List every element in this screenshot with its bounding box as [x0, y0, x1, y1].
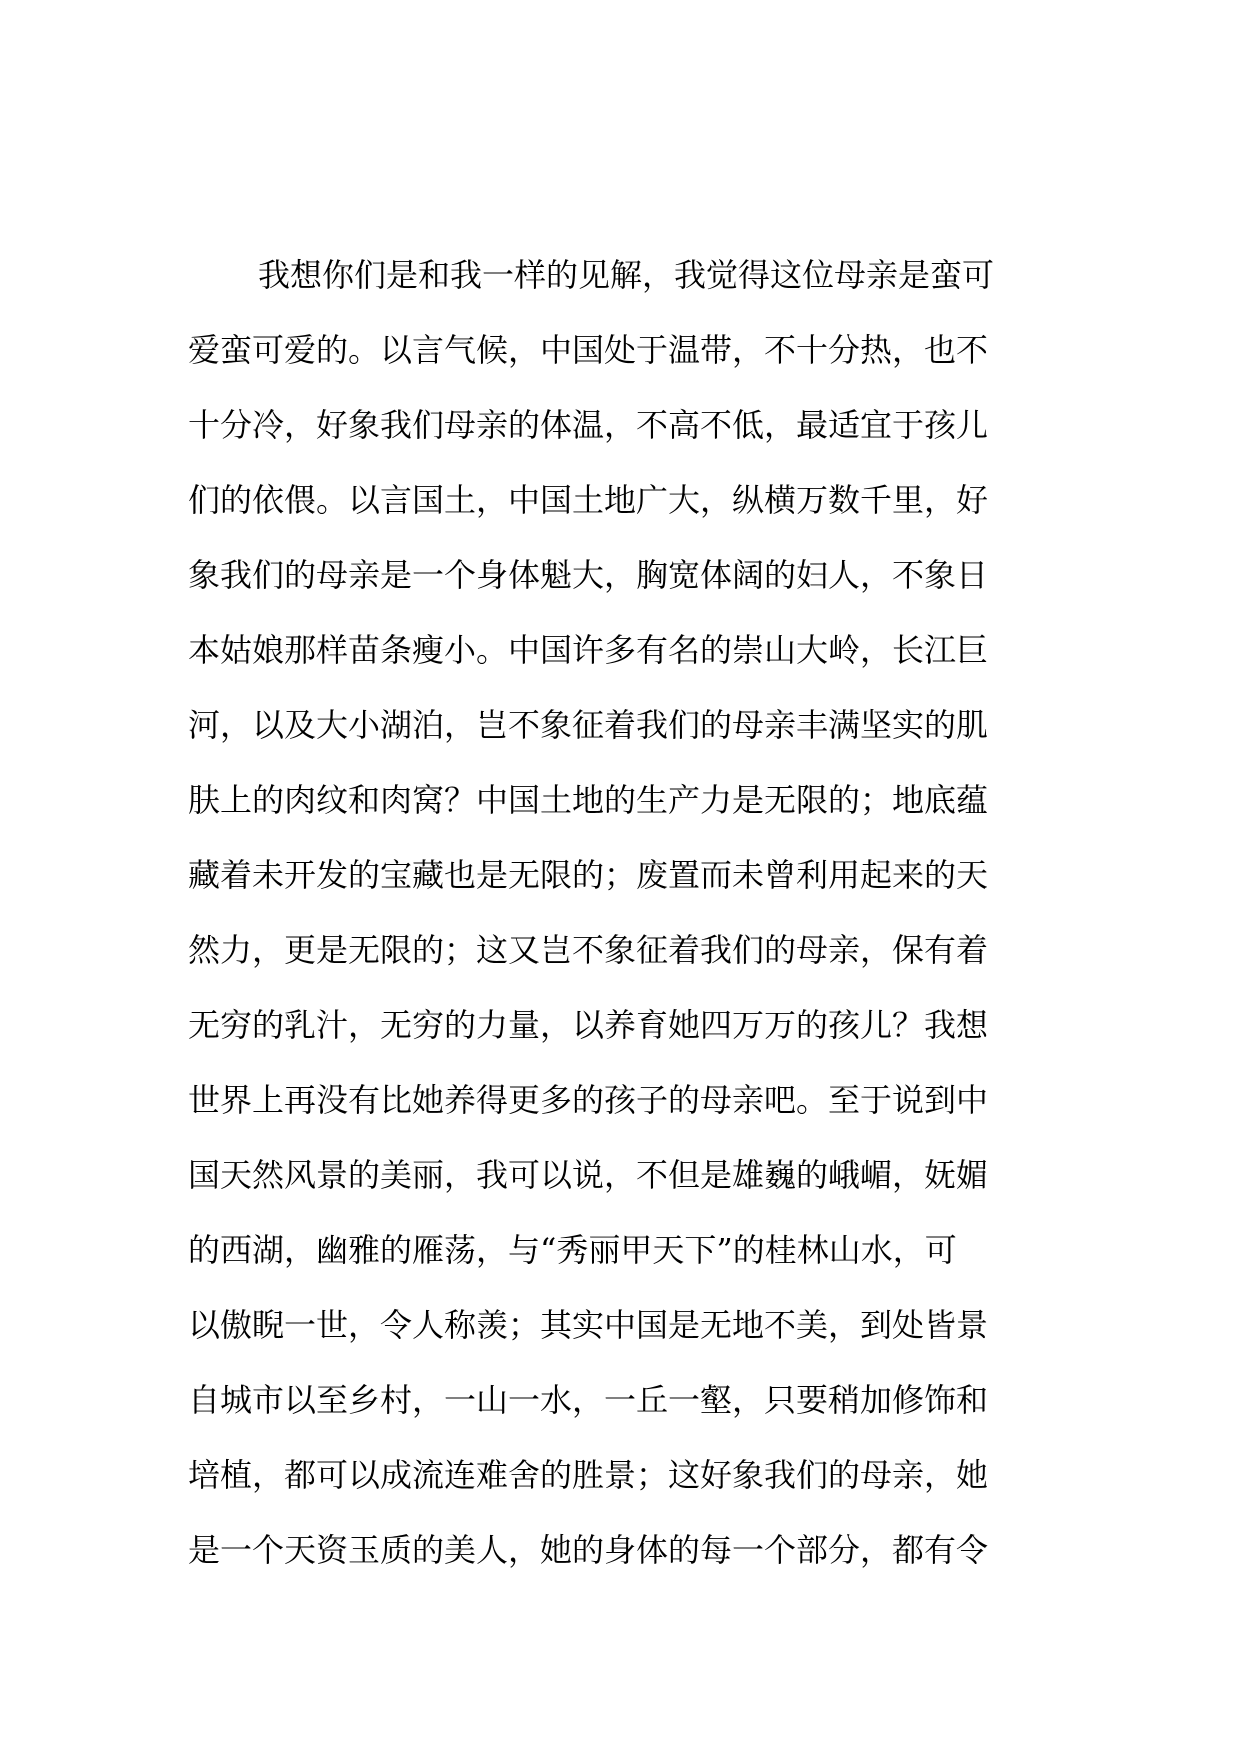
- text-line: 无穷的乳汁，无穷的力量，以养育她四万万的孩儿？我想: [188, 1006, 989, 1044]
- text-line: 世界上再没有比她养得更多的孩子的母亲吧。至于说到中: [188, 1081, 989, 1119]
- text-line: 我想你们是和我一样的见解，我觉得这位母亲是蛮可: [258, 256, 995, 294]
- text-line: 自城市以至乡村，一山一水，一丘一壑，只要稍加修饰和: [188, 1381, 989, 1419]
- text-line: 们的依偎。以言国土，中国土地广大，纵横万数千里，好: [188, 481, 989, 519]
- text-line: 然力，更是无限的；这又岂不象征着我们的母亲，保有着: [188, 931, 989, 969]
- text-line: 以傲睨一世，令人称羡；其实中国是无地不美，到处皆景: [188, 1306, 989, 1344]
- text-line: 河，以及大小湖泊，岂不象征着我们的母亲丰满坚实的肌: [188, 706, 989, 744]
- text-line: 的西湖，幽雅的雁荡，与“秀丽甲天下”的桂林山水，可: [188, 1231, 957, 1269]
- body-paragraph: [188, 238, 1048, 1588]
- text-line: 培植，都可以成流连难舍的胜景；这好象我们的母亲，她: [188, 1456, 989, 1494]
- text-line: 藏着未开发的宝藏也是无限的；废置而未曾利用起来的天: [188, 856, 989, 894]
- text-line: 本姑娘那样苗条瘦小。中国许多有名的崇山大岭，长江巨: [188, 631, 989, 669]
- text-line: 象我们的母亲是一个身体魁大，胸宽体阔的妇人，不象日: [188, 556, 989, 594]
- text-line: 爱蛮可爱的。以言气候，中国处于温带，不十分热，也不: [188, 331, 989, 369]
- text-line: 肤上的肉纹和肉窝？中国土地的生产力是无限的；地底蕴: [188, 781, 989, 819]
- text-line: 十分冷，好象我们母亲的体温，不高不低，最适宜于孩儿: [188, 406, 989, 444]
- text-line: 国天然风景的美丽，我可以说，不但是雄巍的峨嵋，妩媚: [188, 1156, 989, 1194]
- text-line: 是一个天资玉质的美人，她的身体的每一个部分，都有令: [188, 1531, 989, 1569]
